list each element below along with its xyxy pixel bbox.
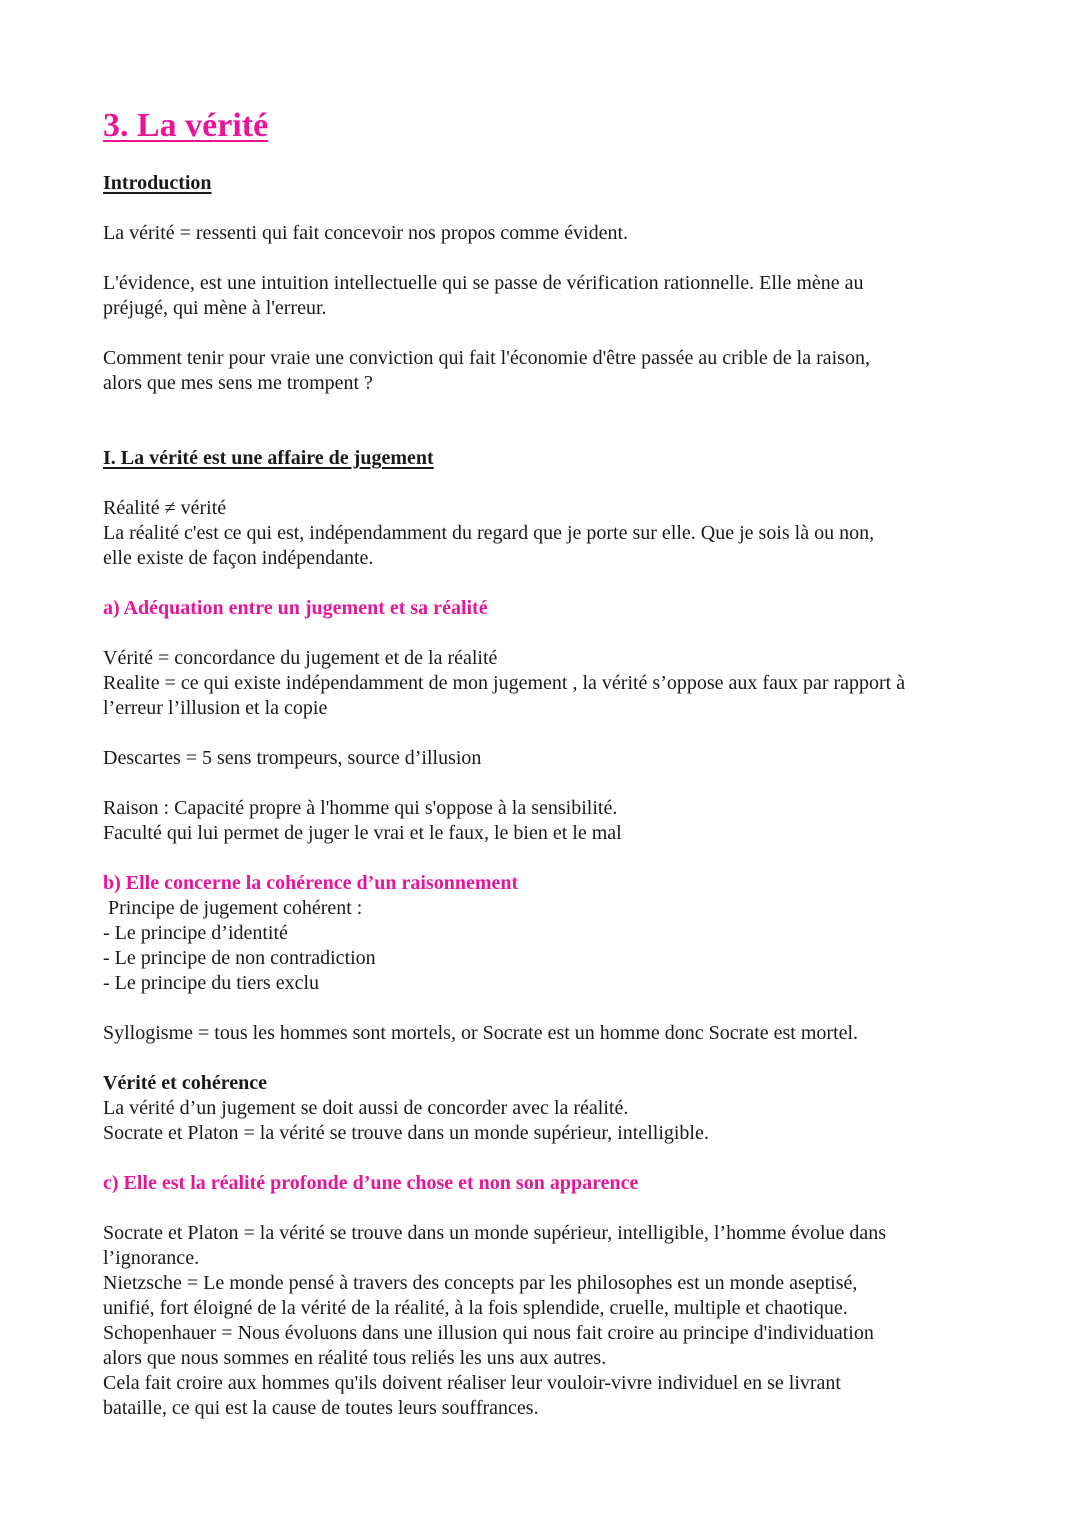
text-line: Cela fait croire aux hommes qu'ils doivent réaliser leur vouloir-vivre individuel en se livrant <box>103 1372 841 1394</box>
section-a-heading-text: a) Adéquation entre un jugement et sa réalité <box>103 597 488 619</box>
section-b-heading-text: b) Elle concerne la cohérence d’un raisonnement <box>103 872 519 894</box>
text-line: Comment tenir pour vraie une conviction qui fait l'économie d'être passée au crible de la raison, <box>103 347 870 369</box>
section-b-block <box>103 871 983 996</box>
list-item: - Le principe du tiers exclu <box>103 972 320 994</box>
text-line: l’ignorance. <box>103 1247 200 1269</box>
text-line: alors que mes sens me trompent ? <box>103 372 373 394</box>
page-title: 3. La vérité <box>103 107 269 144</box>
text-line: L'évidence, est une intuition intellectuelle qui se passe de vérification rationnelle. Elle mène au <box>103 272 864 294</box>
intro-paragraph-3 <box>103 346 983 396</box>
section-b-syllogism <box>103 1021 983 1046</box>
text-line: préjugé, qui mène à l'erreur. <box>103 297 327 319</box>
text-line: Faculté qui lui permet de juger le vrai et le faux, le bien et le mal <box>103 822 622 844</box>
text-line: alors que nous sommes en réalité tous reliés les uns aux autres. <box>103 1347 607 1369</box>
text-line: Vérité = concordance du jugement et de la réalité <box>103 647 498 669</box>
section-b-coherence <box>103 1071 983 1146</box>
section-a-heading <box>103 596 983 621</box>
text-line: Realite = ce qui existe indépendamment de mon jugement , la vérité s’oppose aux faux par rapport à <box>103 672 906 694</box>
text-line: Socrate et Platon = la vérité se trouve dans un monde supérieur, intelligible. <box>103 1122 709 1144</box>
text-line: bataille, ce qui est la cause de toutes leurs souffrances. <box>103 1397 539 1419</box>
intro-heading <box>103 171 983 196</box>
text-line: La vérité = ressenti qui fait concevoir nos propos comme évident. <box>103 222 629 244</box>
text-line: unifié, fort éloigné de la vérité de la réalité, à la fois splendide, cruelle, multiple et chaotique. <box>103 1297 848 1319</box>
text-line: l’erreur l’illusion et la copie <box>103 697 328 719</box>
section-c-paragraph <box>103 1221 983 1421</box>
text-line: Raison : Capacité propre à l'homme qui s'oppose à la sensibilité. <box>103 797 618 819</box>
section-c-heading <box>103 1171 983 1196</box>
coherence-subheading: Vérité et cohérence <box>103 1072 267 1094</box>
text-line: Socrate et Platon = la vérité se trouve dans un monde supérieur, intelligible, l’homme évolue dans <box>103 1222 887 1244</box>
text-line: Nietzsche = Le monde pensé à travers des concepts par les philosophes est un monde aseptisé, <box>103 1272 858 1294</box>
text-line: La vérité d’un jugement se doit aussi de concorder avec la réalité. <box>103 1097 629 1119</box>
intro-paragraph-1 <box>103 221 983 246</box>
text-line: Schopenhauer = Nous évoluons dans une illusion qui nous fait croire au principe d'individuation <box>103 1322 874 1344</box>
text-line: Descartes = 5 sens trompeurs, source d’illusion <box>103 747 482 769</box>
list-item: - Le principe d’identité <box>103 922 288 944</box>
part1-heading-text: I. La vérité est une affaire de jugement <box>103 447 434 469</box>
section-a-paragraph-3 <box>103 796 983 846</box>
text-line: Réalité ≠ vérité <box>103 497 227 519</box>
section-a-paragraph-1 <box>103 646 983 721</box>
text-line: Principe de jugement cohérent : <box>108 897 363 919</box>
section-c-heading-text: c) Elle est la réalité profonde d’une chose et non son apparence <box>103 1172 639 1194</box>
intro-heading-text: Introduction <box>103 172 212 194</box>
list-item: - Le principe de non contradiction <box>103 947 376 969</box>
section-a-paragraph-2 <box>103 746 983 771</box>
part1-heading <box>103 446 983 471</box>
text-line: La réalité c'est ce qui est, indépendamment du regard que je porte sur elle. Que je sois là ou non, <box>103 522 875 544</box>
intro-paragraph-2 <box>103 271 983 321</box>
text-line: Syllogisme = tous les hommes sont mortels, or Socrate est un homme donc Socrate est mortel. <box>103 1022 859 1044</box>
text-line: elle existe de façon indépendante. <box>103 547 374 569</box>
part1-paragraph <box>103 496 983 571</box>
